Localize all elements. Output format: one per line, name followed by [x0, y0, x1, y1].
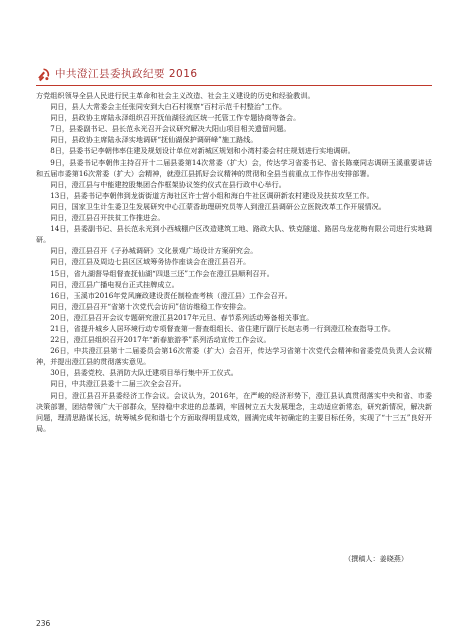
paragraph: 26日，中共澄江县第十二届委员会第16次常委（扩大）会召开，传达学习省第十次党代会精神和省委党员负责人会议精神，并提出澄江县的贯彻落实意见。	[36, 346, 432, 367]
page-header	[0, 66, 468, 84]
paragraph: 同日，国家卫生计生委卫生发展研究中心江蒙香助理研究员等人到澄江县调研公立医院改革工作开展情况。	[50, 201, 386, 211]
paragraph: 8日，县委书记李朝伟率住建及规划设计单位对新城区规划和小湾村委会村庄规划进行实地调研。	[50, 146, 355, 156]
paragraph: 20日，澄江县召开会议专题研究澄江县2017年元旦、春节系列活动筹备相关事宜。	[50, 312, 314, 322]
paragraph: 9日，县委书记李朝伟主持召开十二届县委第14次常委（扩大）会，传达学习省委书记、省长陈豪同志调研玉溪重要讲话和五届市委第16次常委（扩大）会精神，就澄江县抓好会议精神的贯彻和全县当前重点工作作出安排部署。	[36, 157, 432, 178]
paragraph: 同日，县政协主席陆永泽实地调研“抚仙湖保护调研峰”施工路线。	[50, 135, 258, 145]
party-emblem-icon	[36, 67, 51, 82]
paragraph: 同日，县政协主席陆永泽组织召开抚仙湖径流区统一托管工作专题协商等备会。	[50, 113, 301, 123]
paragraph: 30日，县委党校、县消防大队迁建项目举行集中开工仪式。	[50, 368, 238, 378]
paragraph: 同日，澄江县及周边七县区区域筹务协作座谈会在澄江县召开。	[50, 257, 251, 267]
paragraph: 16日，玉溪市2016年党风廉政建设责任制检查考核（澄江县）工作会召开。	[50, 290, 292, 300]
paragraph: 同日，澄江县召开“省第十次党代会访问”信访维稳工作安排会。	[50, 301, 251, 311]
paragraph: 同日，澄江县召开县委经济工作会议。会议认为，2016年，在严峻的经济形势下，澄江县认真贯彻落实中央和省、市委决策部署，团结带领广大干部群众，坚持稳中求进的总基调，牢固树立五大发展理念，主动适应新常态，研究新情况，解决新问题，理清思路谋长远，统筹城乡促和谐七个方面取得明显成效，圆满完成年初确定的主要目标任务，实现了“十三五”良好开局。	[36, 390, 432, 433]
paragraph: 同日，中共澄江县委十二届三次全会召开。	[50, 379, 186, 389]
paragraph: 同日，县人大常委会主任张同安到大白石村视察“百村示范千村整治”工作。	[50, 102, 287, 112]
paragraph: 22日，澄江县组织召开2017年“新春旅游季”系列活动宣传工作会议。	[50, 335, 271, 345]
chronicle-body	[36, 90, 432, 434]
author-credit: （撰稿人：姜晓燕）	[344, 554, 408, 563]
paragraph: 7日，县委副书记、县长范永光召开会议研究解决大阳山项目相关遗留问题。	[50, 124, 291, 134]
paragraph: 13日，县委书记李朝伟到龙街街道方海社区许士营小组和海白牛社区调研新农村建设及扶贫攻坚工作。	[50, 190, 374, 200]
paragraph: 方党组织领导全县人民进行民主革命和社会主义改造、社会主义建设的历史和经验教训。	[36, 91, 315, 100]
paragraph: 同日，澄江县广播电视台正式挂牌成立。	[50, 279, 179, 289]
header-divider	[36, 85, 432, 86]
paragraph: 同日，澄江县召开《子孙城调研》文化景观广场设计方案研究会。	[50, 246, 258, 256]
paragraph: 同日，澄江县召开扶贫工作推进会。	[50, 213, 165, 223]
paragraph: 21日，省提升城乡人居环境行动专项督查第一督查组组长、省住建厅副厅长赵志勇一行到澄江检查指导工作。	[50, 323, 396, 333]
paragraph: 14日，县委副书记、县长范永光到小西城棚户区改造建筑工地、路政大队、铁克隧道、路居乌龙花梅有限公司进行实地调研。	[36, 224, 432, 245]
paragraph: 同日，澄江县与中能建控股集团合作框架协议签约仪式在县行政中心举行。	[50, 179, 286, 189]
page-number: 236	[36, 619, 51, 628]
paragraph: 15日，省九湖督导组督查抚仙湖“四退三还”工作会在澄江县顺利召开。	[50, 268, 274, 278]
running-header-title: 中共澄江县委执政纪要 2016	[55, 68, 198, 80]
